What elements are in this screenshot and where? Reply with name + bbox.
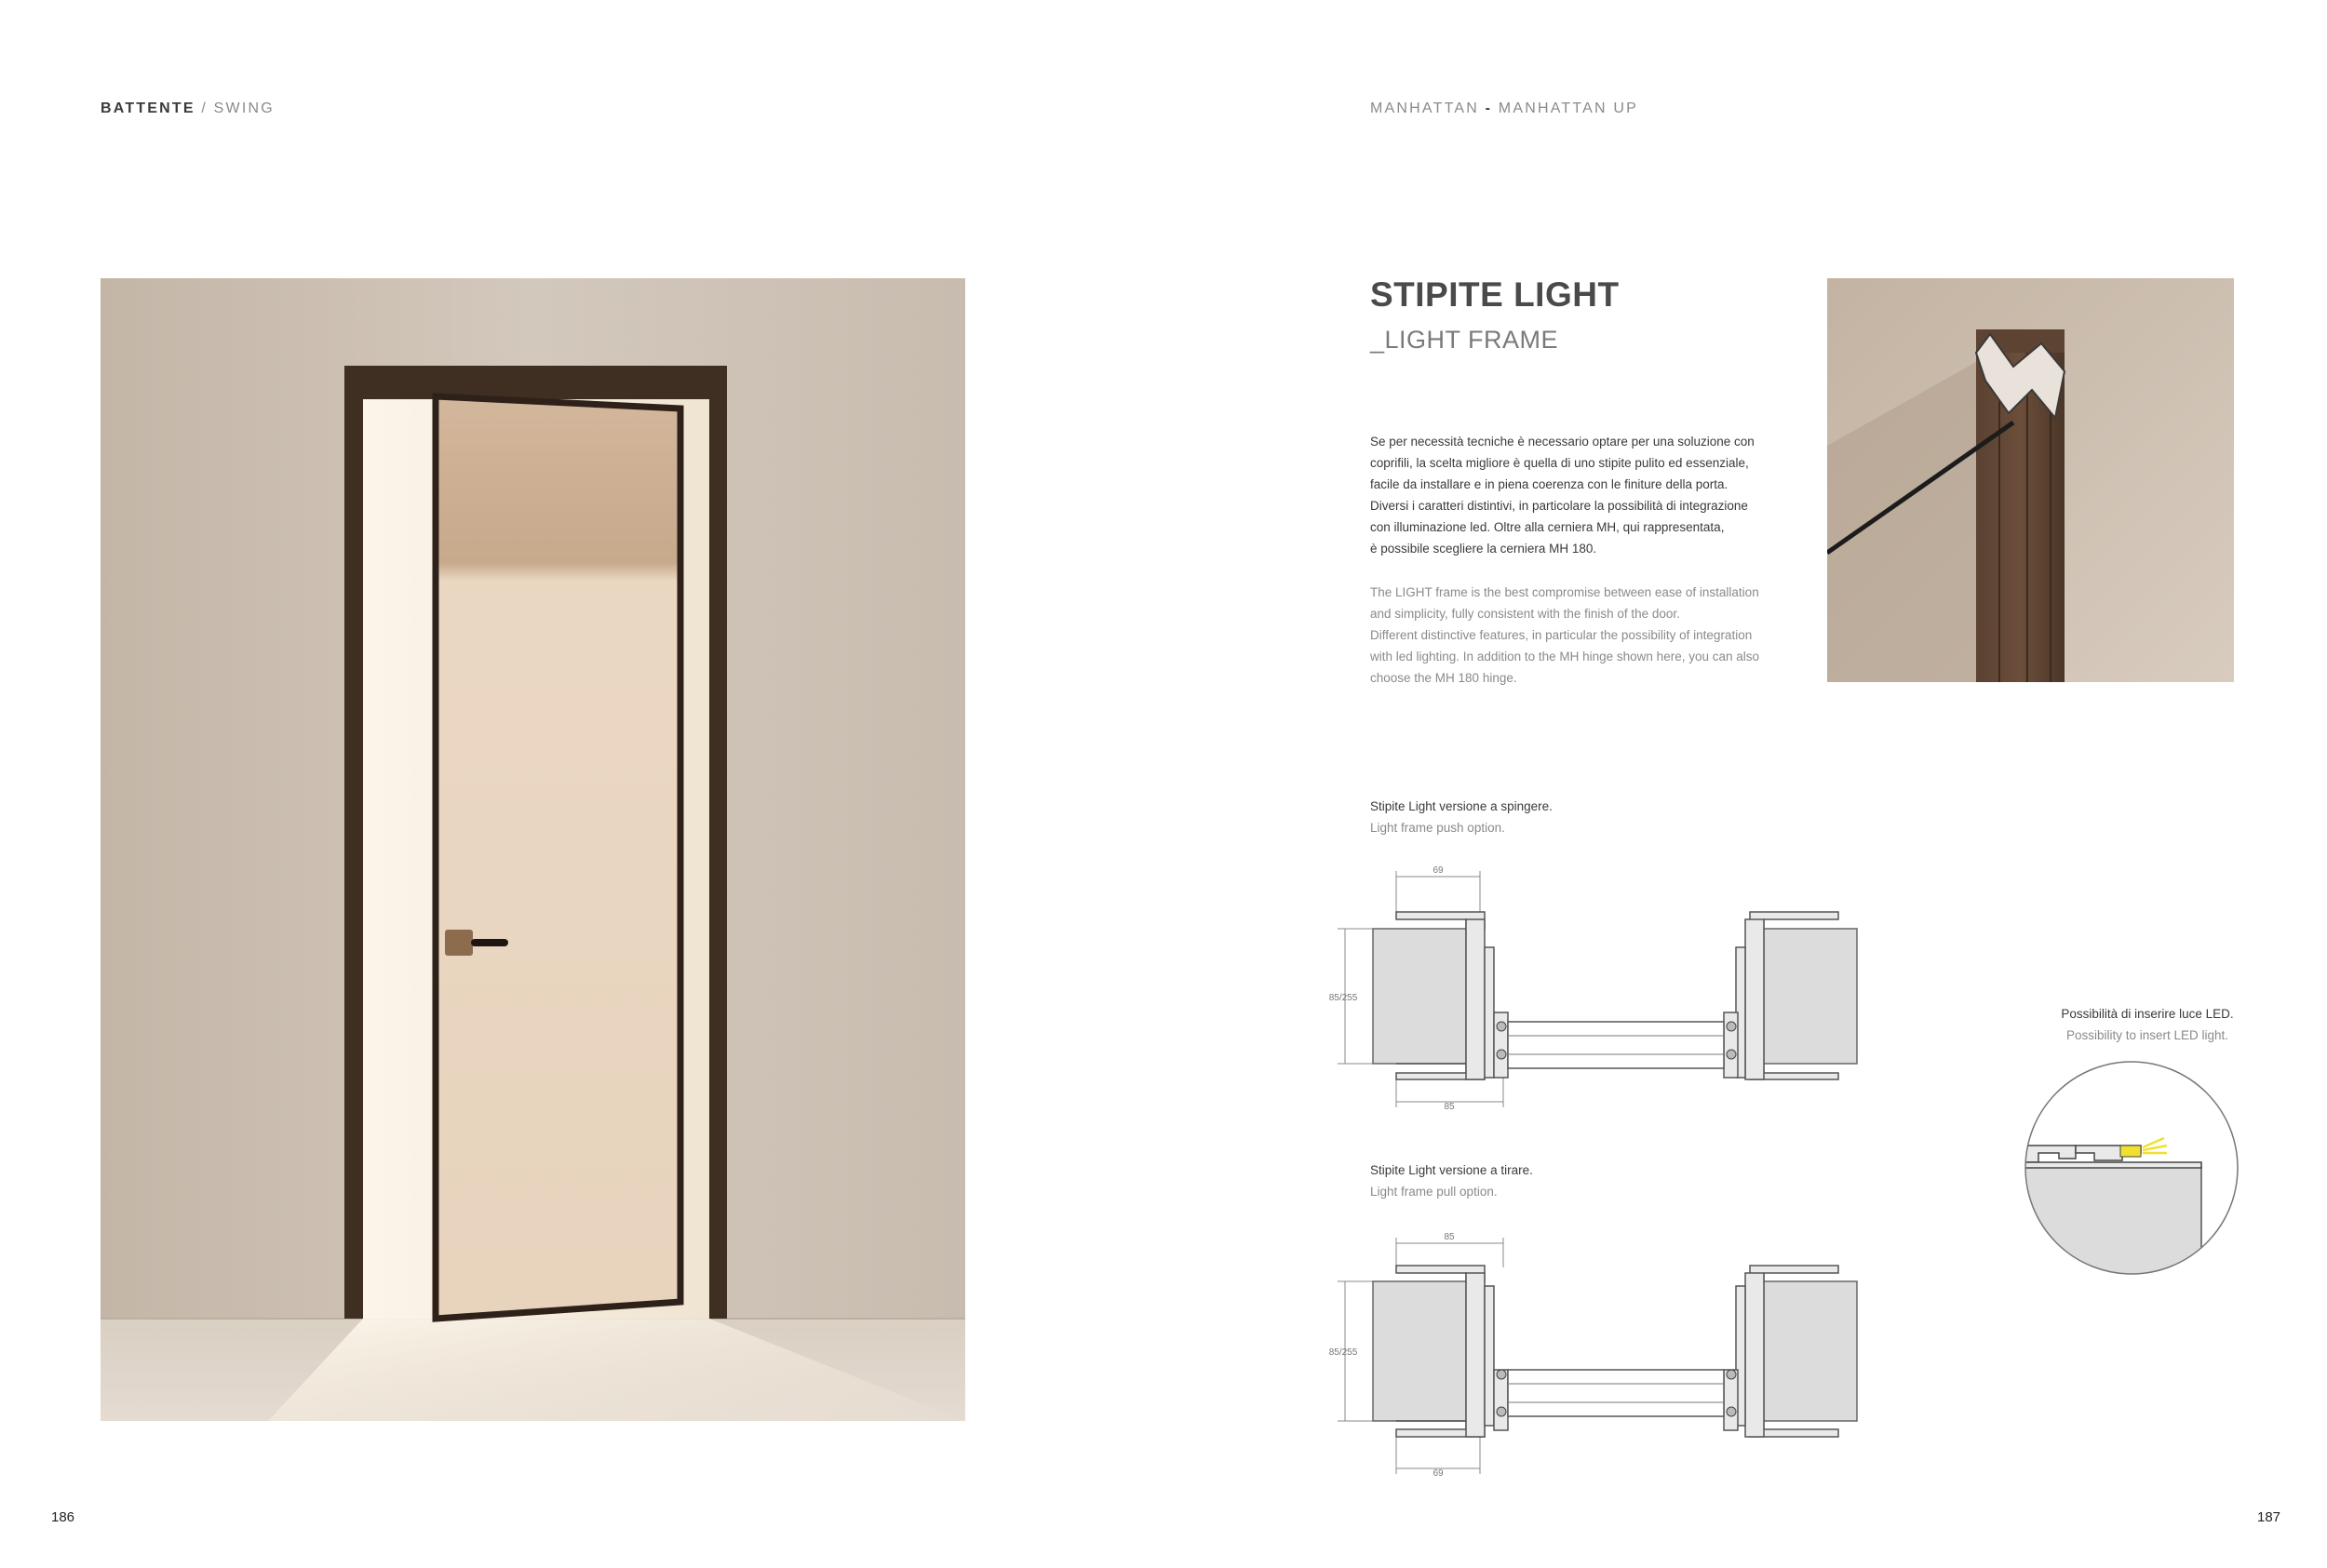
dimension-label: 85/255 (1328, 1347, 1358, 1358)
description-line: Se per necessità tecniche è necessario optare per una soluzione con (1370, 435, 1755, 449)
description-english (1370, 582, 1798, 689)
pull-caption-english: Light frame pull option. (1370, 1185, 1498, 1199)
push-caption (1370, 796, 1553, 838)
page-number-left: 186 (51, 1509, 75, 1525)
page-number-right: 187 (2257, 1509, 2281, 1525)
description-italian (1370, 431, 1798, 559)
section-header-primary: BATTENTE (101, 101, 195, 116)
description-line: choose the MH 180 hinge. (1370, 671, 1517, 685)
pull-caption (1370, 1159, 1533, 1202)
dimension-label: 69 (1433, 1468, 1444, 1479)
collection-separator: - (1485, 101, 1493, 116)
dimension-label: 85 (1444, 1232, 1455, 1242)
product-title: STIPITE LIGHT (1370, 275, 1620, 314)
push-caption-english: Light frame push option. (1370, 821, 1505, 835)
led-caption-english: Possibility to insert LED light. (2065, 1028, 2229, 1042)
led-caption-italian: Possibilità di inserire luce LED. (2061, 1007, 2234, 1021)
led-detail-drawing (2020, 1056, 2243, 1280)
product-subtitle: _LIGHT FRAME (1370, 326, 1559, 354)
description-line: coprifili, la scelta migliore è quella di uno stipite pulito ed essenziale, (1370, 456, 1749, 470)
collection-header (1370, 101, 1638, 117)
description-line: The LIGHT frame is the best compromise between ease of installation (1370, 585, 1759, 599)
frame-detail-photo (1827, 278, 2234, 682)
push-caption-italian: Stipite Light versione a spingere. (1370, 799, 1553, 813)
dimension-label: 85 (1444, 1102, 1455, 1112)
dimension-label: 69 (1433, 865, 1444, 876)
door-photo (101, 278, 965, 1421)
description-line: with led lighting. In addition to the MH hinge shown here, you can also (1370, 650, 1760, 663)
collection-name-a: MANHATTAN (1370, 101, 1486, 116)
section-header-secondary: / SWING (195, 101, 275, 116)
description-line: and simplicity, fully consistent with the finish of the door. (1370, 607, 1680, 621)
description-line: è possibile scegliere la cerniera MH 180. (1370, 542, 1597, 556)
push-section-drawing (1317, 864, 1917, 1115)
collection-name-b: MANHATTAN UP (1492, 101, 1639, 116)
section-header (101, 101, 275, 117)
led-caption (2040, 1003, 2254, 1046)
pull-section-drawing (1317, 1230, 1917, 1481)
description-line: con illuminazione led. Oltre alla cerniera MH, qui rappresentata, (1370, 520, 1725, 534)
description-line: Different distinctive features, in particular the possibility of integration (1370, 628, 1753, 642)
description-line: facile da installare e in piena coerenza con le finiture della porta. (1370, 477, 1728, 491)
dimension-label: 85/255 (1328, 993, 1358, 1003)
description-line: Diversi i caratteri distintivi, in particolare la possibilità di integrazione (1370, 499, 1748, 513)
pull-caption-italian: Stipite Light versione a tirare. (1370, 1163, 1533, 1177)
